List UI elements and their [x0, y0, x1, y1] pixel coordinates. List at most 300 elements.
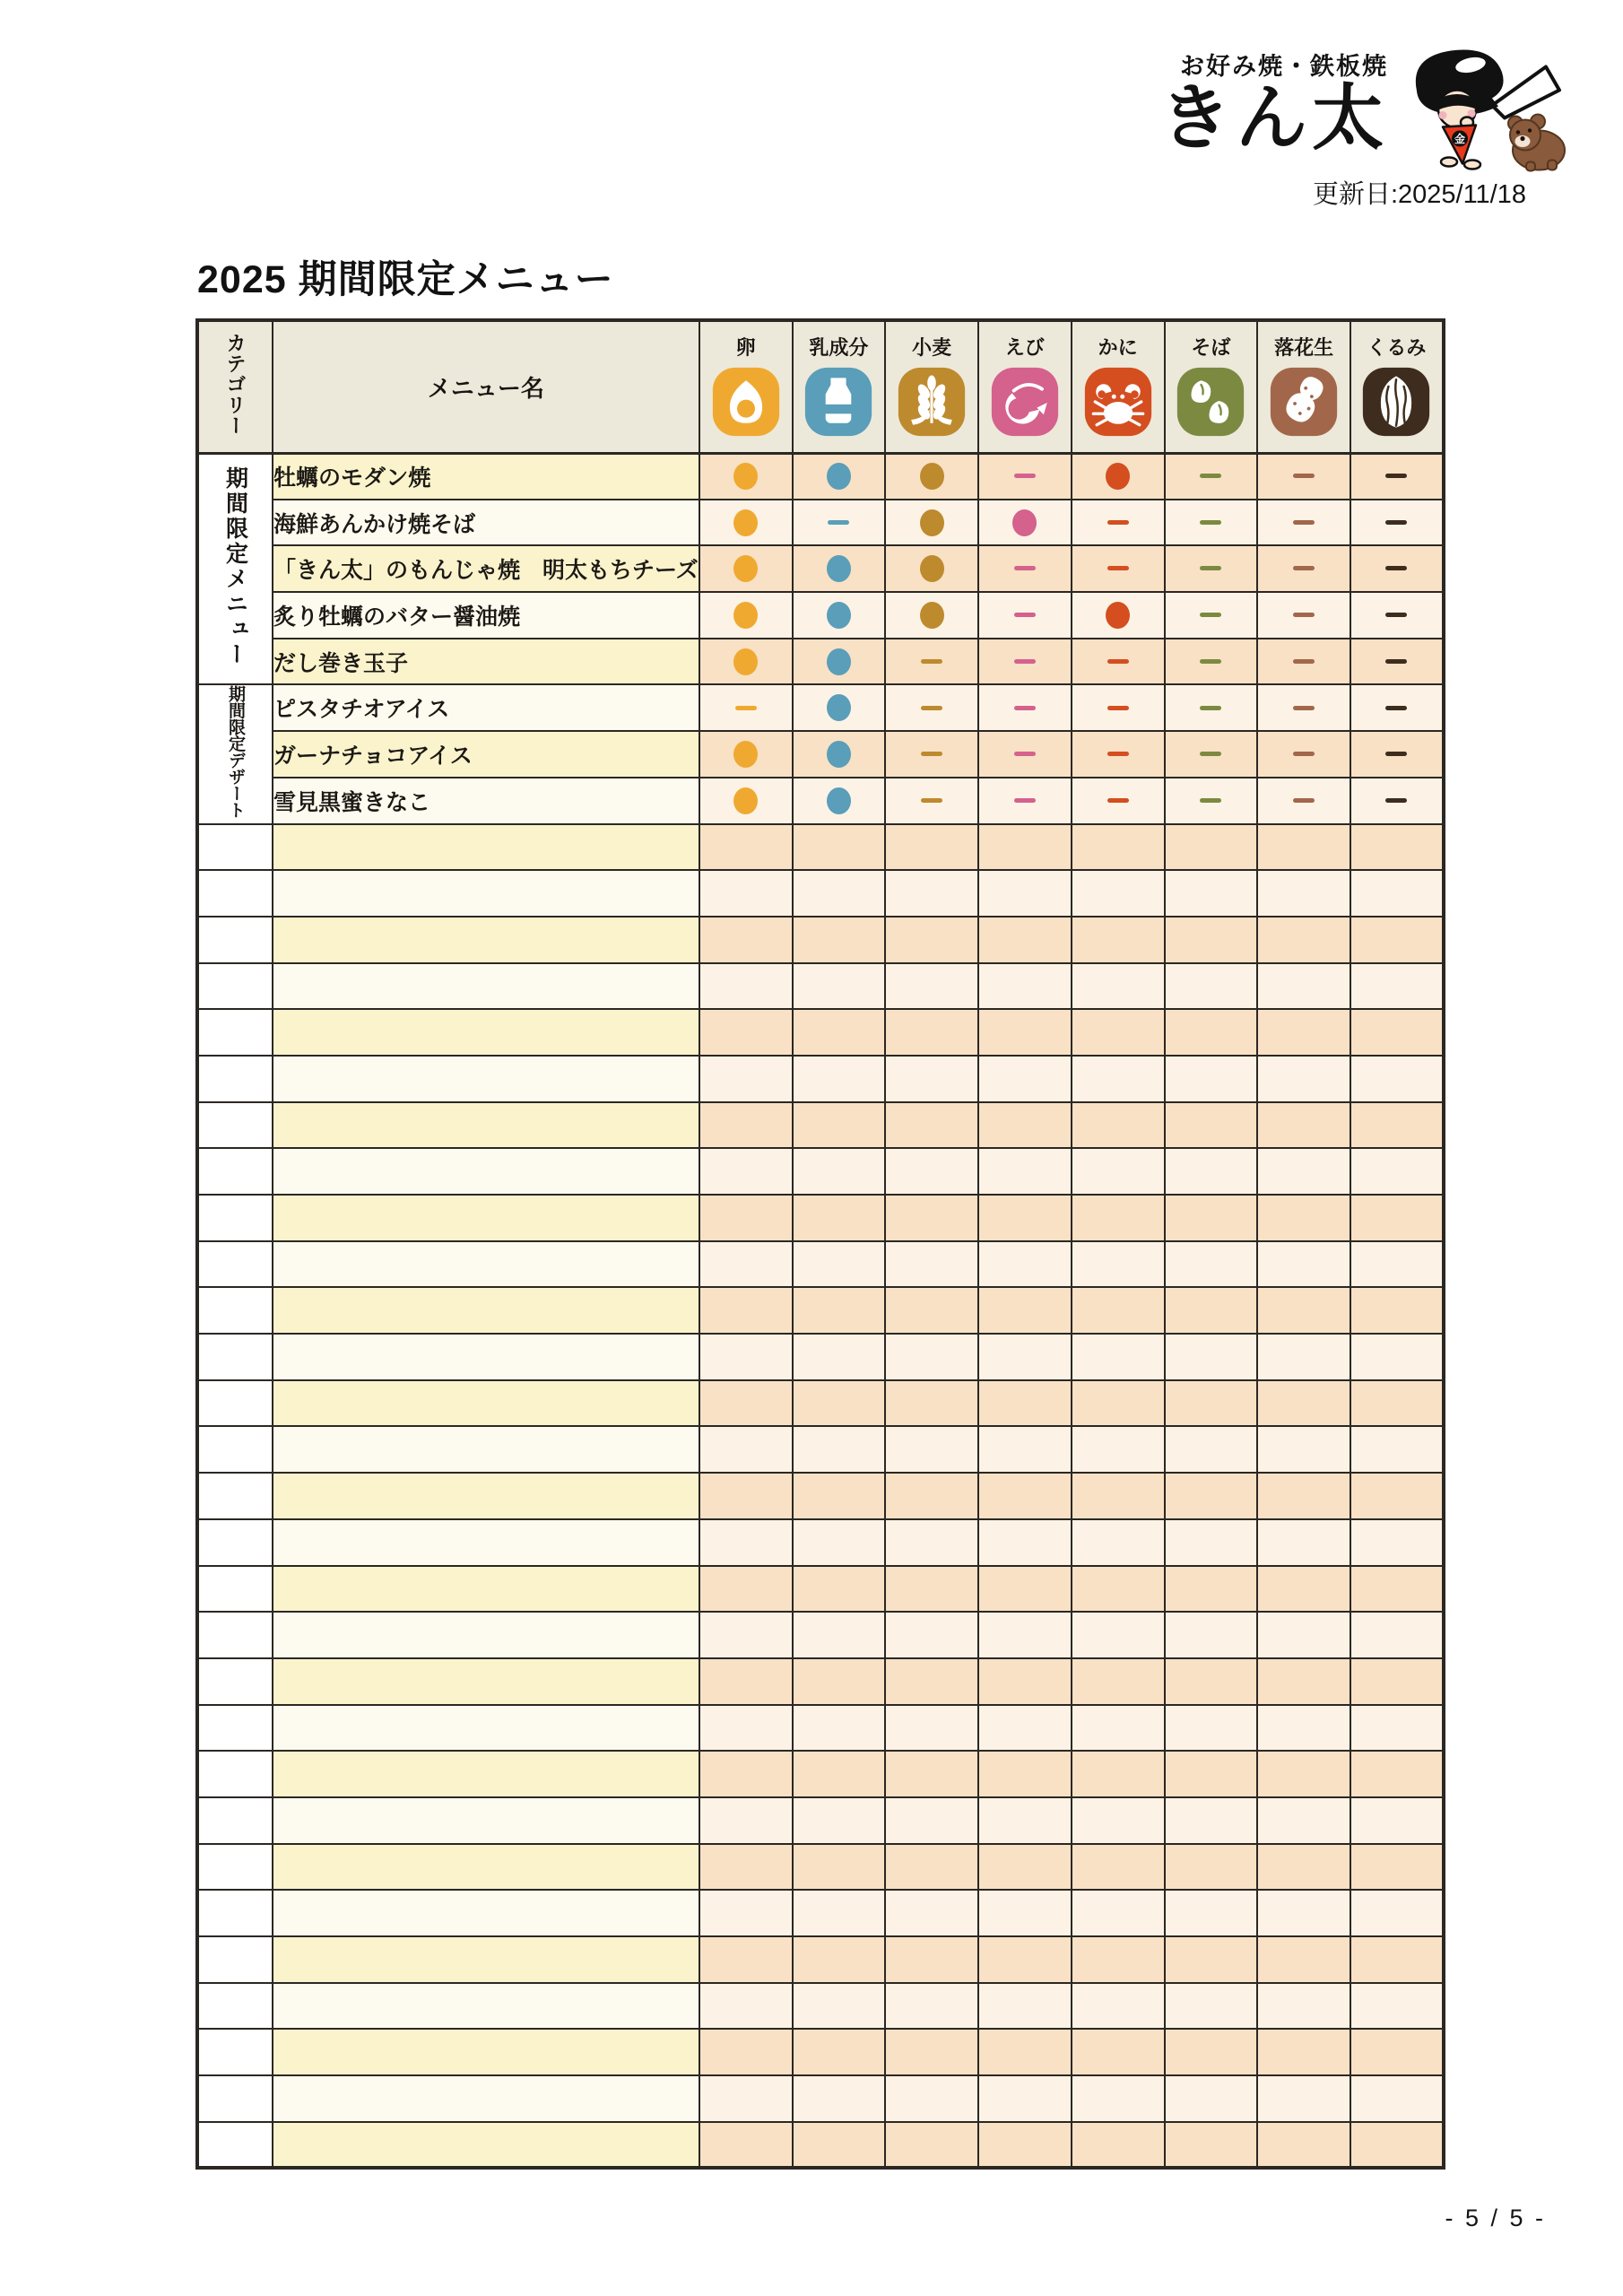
menu-name-cell-empty: [273, 1797, 699, 1844]
allergen-mark-cell: [1350, 592, 1444, 639]
allergen-mark-cell-empty: [1257, 2075, 1350, 2122]
allergen-mark-cell: [1072, 639, 1165, 685]
allergen-mark-cell: [885, 453, 978, 500]
menu-name-cell-empty: [273, 1426, 699, 1473]
allergen-mark-cell: [1072, 453, 1165, 500]
allergen-mark-cell-empty: [1072, 1009, 1165, 1056]
allergen-header-wheat: [885, 320, 978, 453]
menu-name-cell-empty: [273, 1195, 699, 1241]
allergen-dot: [920, 602, 944, 629]
allergen-mark-cell: [1257, 592, 1350, 639]
allergen-mark-cell-empty: [1072, 1705, 1165, 1752]
allergen-mark-cell-empty: [1072, 1797, 1165, 1844]
allergen-mark-cell-empty: [885, 1380, 978, 1427]
allergen-mark-cell: [793, 500, 886, 546]
allergen-mark-cell: [1165, 731, 1258, 778]
allergen-dash: [735, 706, 757, 710]
allergen-mark-cell-empty: [978, 963, 1072, 1010]
allergen-mark-cell-empty: [1257, 1983, 1350, 2030]
category-empty-cell: [197, 1658, 273, 1705]
allergen-mark-cell-empty: [793, 1009, 886, 1056]
empty-row: [197, 1566, 1444, 1613]
allergen-mark-cell-empty: [1165, 963, 1258, 1010]
allergen-mark-cell-empty: [793, 1473, 886, 1519]
allergen-mark-cell-empty: [793, 2029, 886, 2075]
empty-row: [197, 2075, 1444, 2122]
allergen-dash: [1200, 659, 1221, 664]
allergen-dash: [1293, 474, 1315, 478]
category-empty-cell: [197, 1241, 273, 1288]
allergen-mark-cell: [699, 731, 793, 778]
brand-logo: [1159, 41, 1571, 174]
allergen-mark-cell-empty: [1072, 2122, 1165, 2169]
allergen-mark-cell-empty: [978, 1241, 1072, 1288]
allergen-mark-cell-empty: [1257, 1334, 1350, 1380]
allergen-mark-cell-empty: [1165, 2075, 1258, 2122]
allergen-mark-cell-empty: [978, 870, 1072, 917]
allergen-mark-cell-empty: [699, 1890, 793, 1936]
menu-name-cell-empty: [273, 1148, 699, 1195]
allergen-mark-cell: [1257, 639, 1350, 685]
allergen-mark-cell-empty: [978, 824, 1072, 871]
allergen-mark-cell-empty: [1072, 870, 1165, 917]
category-empty-cell: [197, 1983, 273, 2030]
allergen-mark-cell-empty: [1257, 1426, 1350, 1473]
menu-name-cell: 海鮮あんかけ焼そば: [273, 500, 699, 546]
allergen-mark-cell-empty: [1072, 1890, 1165, 1936]
allergen-mark-cell-empty: [793, 1148, 886, 1195]
allergen-mark-cell-empty: [699, 1566, 793, 1613]
allergen-matrix: [195, 318, 1445, 2170]
allergen-mark-cell-empty: [1165, 1148, 1258, 1195]
allergen-mark-cell-empty: [1257, 1241, 1350, 1288]
allergen-mark-cell-empty: [1257, 1148, 1350, 1195]
allergen-mark-cell-empty: [885, 1009, 978, 1056]
wheat-icon: [896, 365, 968, 439]
allergen-mark-cell-empty: [1165, 1658, 1258, 1705]
allergen-mark-cell-empty: [885, 917, 978, 963]
allergen-mark-cell-empty: [793, 1797, 886, 1844]
allergen-dot: [733, 787, 758, 814]
allergen-mark-cell-empty: [885, 870, 978, 917]
allergen-mark-cell-empty: [699, 1426, 793, 1473]
allergen-dash: [1014, 706, 1036, 710]
allergen-mark-cell-empty: [793, 917, 886, 963]
allergen-mark-cell-empty: [978, 1102, 1072, 1149]
allergen-mark-cell-empty: [885, 1102, 978, 1149]
menu-name-cell-empty: [273, 1102, 699, 1149]
allergen-mark-cell-empty: [793, 1612, 886, 1658]
category-empty-cell: [197, 1705, 273, 1752]
allergen-mark-cell-empty: [1072, 1195, 1165, 1241]
allergen-mark-cell-empty: [978, 1380, 1072, 1427]
menu-name-cell-empty: [273, 917, 699, 963]
allergen-dash: [1014, 474, 1036, 478]
allergen-mark-cell-empty: [978, 1426, 1072, 1473]
allergen-label: 小麦: [912, 336, 952, 360]
allergen-mark-cell-empty: [978, 1473, 1072, 1519]
allergen-mark-cell-empty: [1165, 1612, 1258, 1658]
allergen-mark-cell: [793, 453, 886, 500]
allergen-mark-cell: [978, 592, 1072, 639]
category-empty-cell: [197, 1566, 273, 1613]
menu-name-cell: 「きん太」のもんじゃ焼 明太もちチーズ: [273, 545, 699, 592]
category-section-cell: [197, 453, 273, 684]
menu-name-cell-empty: [273, 1658, 699, 1705]
allergen-mark-cell-empty: [699, 1287, 793, 1334]
allergen-mark-cell-empty: [1257, 1751, 1350, 1797]
allergen-mark-cell-empty: [793, 1056, 886, 1102]
allergen-dash: [1107, 520, 1129, 525]
allergen-dash: [1200, 520, 1221, 525]
menu-name-cell-empty: [273, 1890, 699, 1936]
allergen-dash: [1385, 752, 1407, 756]
allergen-mark-cell-empty: [1257, 1473, 1350, 1519]
allergen-mark-cell-empty: [1257, 870, 1350, 917]
allergen-dash: [1014, 659, 1036, 664]
milk-icon: [803, 365, 874, 439]
menu-name-cell-empty: [273, 1566, 699, 1613]
allergen-mark-cell-empty: [1072, 1519, 1165, 1566]
allergen-mark-cell-empty: [1257, 1890, 1350, 1936]
allergen-mark-cell-empty: [1350, 1566, 1444, 1613]
allergen-mark-cell: [699, 684, 793, 731]
allergen-mark-cell: [885, 684, 978, 731]
empty-row: [197, 1519, 1444, 1566]
allergen-mark-cell-empty: [1350, 917, 1444, 963]
allergen-mark-cell-empty: [1165, 1566, 1258, 1613]
allergen-mark-cell-empty: [885, 2122, 978, 2169]
allergen-mark-cell-empty: [1072, 1380, 1165, 1427]
empty-row: [197, 1658, 1444, 1705]
allergen-dot: [827, 787, 851, 814]
menu-row: [197, 639, 1444, 685]
category-empty-cell: [197, 870, 273, 917]
empty-row: [197, 1148, 1444, 1195]
allergen-mark-cell-empty: [793, 1705, 886, 1752]
allergen-mark-cell-empty: [978, 1148, 1072, 1195]
menu-name-cell-empty: [273, 1519, 699, 1566]
allergen-mark-cell-empty: [793, 870, 886, 917]
allergen-mark-cell-empty: [978, 1009, 1072, 1056]
category-empty-cell: [197, 1102, 273, 1149]
allergen-mark-cell-empty: [1072, 963, 1165, 1010]
menu-name-cell-empty: [273, 1334, 699, 1380]
menu-name-cell: ガーナチョコアイス: [273, 731, 699, 778]
empty-row: [197, 1890, 1444, 1936]
allergen-mark-cell-empty: [885, 1519, 978, 1566]
allergen-mark-cell-empty: [1165, 1334, 1258, 1380]
menu-name-cell-empty: [273, 1983, 699, 2030]
allergen-header-peanut: [1257, 320, 1350, 453]
menu-name-cell-empty: [273, 1705, 699, 1752]
walnut-icon: [1360, 365, 1432, 439]
allergen-dash: [1200, 798, 1221, 803]
allergen-mark-cell-empty: [885, 1195, 978, 1241]
allergen-mark-cell: [1165, 545, 1258, 592]
menu-name-cell-empty: [273, 1241, 699, 1288]
allergen-mark-cell: [1350, 453, 1444, 500]
allergen-label: そば: [1191, 336, 1231, 360]
menu-name-cell-empty: [273, 2029, 699, 2075]
allergen-mark-cell-empty: [699, 1009, 793, 1056]
egg-icon: [710, 365, 782, 439]
allergen-mark-cell-empty: [1165, 1056, 1258, 1102]
allergen-dash: [1107, 798, 1129, 803]
allergen-dash: [1385, 613, 1407, 617]
allergen-mark-cell-empty: [699, 1195, 793, 1241]
allergen-dash: [1200, 752, 1221, 756]
allergen-mark-cell-empty: [1165, 870, 1258, 917]
allergen-mark-cell: [885, 639, 978, 685]
menu-row: [197, 500, 1444, 546]
allergen-mark-cell-empty: [885, 1334, 978, 1380]
allergen-dash: [1385, 520, 1407, 525]
menu-row: [197, 778, 1444, 824]
allergen-mark-cell-empty: [1257, 1844, 1350, 1891]
allergen-mark-cell-empty: [793, 1658, 886, 1705]
brand-text: [1159, 53, 1388, 158]
allergen-dot: [827, 694, 851, 721]
allergen-mark-cell-empty: [978, 1983, 1072, 2030]
allergen-mark-cell-empty: [1257, 1612, 1350, 1658]
allergen-mark-cell-empty: [1072, 1148, 1165, 1195]
allergen-mark-cell-empty: [699, 1658, 793, 1705]
allergen-mark-cell-empty: [1165, 824, 1258, 871]
allergen-mark-cell: [699, 639, 793, 685]
menu-row: [197, 684, 1444, 731]
allergen-mark-cell-empty: [793, 2075, 886, 2122]
allergen-mark-cell-empty: [699, 1844, 793, 1891]
menu-name-cell-empty: [273, 870, 699, 917]
category-empty-cell: [197, 1612, 273, 1658]
menu-name-cell-empty: [273, 1380, 699, 1427]
allergen-mark-cell-empty: [1072, 917, 1165, 963]
allergen-mark-cell-empty: [1072, 1751, 1165, 1797]
allergen-dash: [1293, 566, 1315, 570]
category-empty-cell: [197, 2029, 273, 2075]
allergen-mark-cell-empty: [1257, 1797, 1350, 1844]
allergen-mark-cell-empty: [1350, 2122, 1444, 2169]
allergen-mark-cell: [978, 500, 1072, 546]
allergen-label: 落花生: [1274, 336, 1334, 360]
menu-name-cell-empty: [273, 1473, 699, 1519]
allergen-mark-cell-empty: [1257, 1195, 1350, 1241]
allergen-mark-cell: [885, 545, 978, 592]
allergen-mark-cell-empty: [1165, 1705, 1258, 1752]
allergen-mark-cell: [978, 453, 1072, 500]
allergen-mark-cell-empty: [978, 1334, 1072, 1380]
allergen-dash: [1107, 752, 1129, 756]
allergen-mark-cell-empty: [1072, 824, 1165, 871]
empty-row: [197, 1936, 1444, 1983]
allergen-dot: [920, 509, 944, 536]
allergen-mark-cell: [699, 778, 793, 824]
allergen-mark-cell-empty: [885, 1287, 978, 1334]
updated-date: 更新日:2025/11/18: [1312, 180, 1526, 209]
allergen-mark-cell: [1072, 592, 1165, 639]
allergen-mark-cell-empty: [885, 2029, 978, 2075]
allergen-mark-cell: [1257, 545, 1350, 592]
category-empty-cell: [197, 1009, 273, 1056]
allergen-header-walnut: [1350, 320, 1444, 453]
allergen-dot: [1106, 463, 1130, 490]
allergen-mark-cell-empty: [1350, 1473, 1444, 1519]
allergen-mark-cell-empty: [1257, 2122, 1350, 2169]
empty-row: [197, 2029, 1444, 2075]
allergen-mark-cell-empty: [978, 1056, 1072, 1102]
allergen-label: くるみ: [1367, 336, 1427, 360]
allergen-mark-cell-empty: [978, 1751, 1072, 1797]
empty-row: [197, 1056, 1444, 1102]
allergen-mark-cell-empty: [793, 963, 886, 1010]
table-header-row: [197, 320, 1444, 453]
menu-name-cell-empty: [273, 2075, 699, 2122]
allergen-mark-cell-empty: [978, 1705, 1072, 1752]
allergen-mark-cell: [1165, 592, 1258, 639]
category-empty-cell: [197, 1890, 273, 1936]
allergen-mark-cell-empty: [1165, 1751, 1258, 1797]
empty-row: [197, 1102, 1444, 1149]
allergen-mark-cell-empty: [699, 1519, 793, 1566]
allergen-mark-cell-empty: [1350, 1195, 1444, 1241]
allergen-mark-cell: [1257, 453, 1350, 500]
category-empty-cell: [197, 1287, 273, 1334]
category-empty-cell: [197, 1936, 273, 1983]
allergen-mark-cell-empty: [1350, 870, 1444, 917]
soba-icon: [1175, 365, 1246, 439]
allergen-label: かに: [1098, 336, 1138, 360]
allergen-mark-cell-empty: [885, 2075, 978, 2122]
empty-row: [197, 1983, 1444, 2030]
allergen-dash: [1385, 659, 1407, 664]
allergen-mark-cell: [885, 778, 978, 824]
allergen-mark-cell-empty: [699, 824, 793, 871]
empty-row: [197, 2122, 1444, 2169]
allergen-mark-cell-empty: [1350, 1102, 1444, 1149]
allergen-header-soba: [1165, 320, 1258, 453]
allergen-mark-cell: [699, 545, 793, 592]
allergen-mark-cell-empty: [1072, 1334, 1165, 1380]
allergen-mark-cell-empty: [1165, 1983, 1258, 2030]
allergen-mark-cell-empty: [1350, 1009, 1444, 1056]
empty-row: [197, 1009, 1444, 1056]
category-empty-cell: [197, 963, 273, 1010]
allergen-dot: [1106, 602, 1130, 629]
allergen-mark-cell-empty: [793, 1983, 886, 2030]
allergen-mark-cell-empty: [793, 1566, 886, 1613]
allergen-mark-cell-empty: [793, 1195, 886, 1241]
allergen-mark-cell: [1165, 639, 1258, 685]
category-section-cell: [197, 684, 273, 823]
allergen-mark-cell: [1350, 684, 1444, 731]
allergen-dash: [1385, 706, 1407, 710]
allergen-mark-cell-empty: [699, 1983, 793, 2030]
category-section-label: 期間限定メニュー: [222, 465, 248, 667]
allergen-mark-cell-empty: [978, 917, 1072, 963]
allergen-mark-cell: [1165, 500, 1258, 546]
allergen-dot: [733, 509, 758, 536]
allergen-mark-cell-empty: [885, 1751, 978, 1797]
allergen-mark-cell-empty: [885, 1056, 978, 1102]
allergen-dash: [1293, 613, 1315, 617]
allergen-mark-cell-empty: [978, 1936, 1072, 1983]
allergen-dash: [1107, 566, 1129, 570]
allergen-mark-cell: [978, 731, 1072, 778]
allergen-dash: [1293, 520, 1315, 525]
allergen-mark-cell-empty: [699, 1797, 793, 1844]
allergen-mark-cell-empty: [885, 1148, 978, 1195]
allergen-mark-cell-empty: [1072, 1844, 1165, 1891]
empty-row: [197, 1426, 1444, 1473]
allergen-mark-cell-empty: [1165, 1009, 1258, 1056]
allergen-mark-cell-empty: [793, 1380, 886, 1427]
shrimp-icon: [989, 365, 1061, 439]
allergen-mark-cell: [699, 592, 793, 639]
allergen-mark-cell-empty: [978, 1890, 1072, 1936]
allergen-mark-cell-empty: [1350, 1983, 1444, 2030]
allergen-dot: [1012, 509, 1037, 536]
category-empty-cell: [197, 1797, 273, 1844]
allergen-mark-cell-empty: [699, 870, 793, 917]
allergen-mark-cell: [885, 731, 978, 778]
allergen-mark-cell-empty: [1257, 2029, 1350, 2075]
menu-name-column-header: メニュー名: [273, 320, 699, 453]
allergen-dash: [1385, 566, 1407, 570]
allergen-mark-cell-empty: [1350, 1287, 1444, 1334]
allergen-header-shrimp: [978, 320, 1072, 453]
allergen-header-egg: [699, 320, 793, 453]
allergen-mark-cell: [1072, 731, 1165, 778]
allergen-mark-cell-empty: [1257, 1936, 1350, 1983]
allergen-mark-cell-empty: [978, 1797, 1072, 1844]
menu-row: [197, 545, 1444, 592]
allergen-mark-cell-empty: [1072, 1102, 1165, 1149]
allergen-mark-cell-empty: [978, 1195, 1072, 1241]
crab-icon: [1082, 365, 1154, 439]
allergen-dash: [1014, 752, 1036, 756]
empty-row: [197, 1705, 1444, 1752]
allergen-mark-cell-empty: [1350, 1148, 1444, 1195]
allergen-label: 乳成分: [809, 336, 869, 360]
allergen-mark-cell-empty: [885, 824, 978, 871]
allergen-mark-cell-empty: [1350, 1751, 1444, 1797]
allergen-dash: [1200, 613, 1221, 617]
allergen-mark-cell: [1072, 545, 1165, 592]
allergen-mark-cell-empty: [978, 2075, 1072, 2122]
allergen-dash: [1107, 659, 1129, 664]
category-header-label: カテゴリー: [224, 333, 247, 437]
allergen-mark-cell-empty: [1165, 1844, 1258, 1891]
allergen-mark-cell-empty: [885, 963, 978, 1010]
allergen-dot: [733, 555, 758, 582]
allergen-mark-cell-empty: [1350, 1936, 1444, 1983]
allergen-mark-cell-empty: [1257, 1519, 1350, 1566]
allergen-mark-cell-empty: [1257, 917, 1350, 963]
allergen-mark-cell-empty: [978, 1658, 1072, 1705]
allergen-dash: [921, 706, 942, 710]
brand-tagline: お好み焼・鉄板焼: [1180, 53, 1388, 80]
allergen-mark-cell-empty: [699, 1936, 793, 1983]
allergen-mark-cell-empty: [885, 1705, 978, 1752]
allergen-dash: [1014, 566, 1036, 570]
allergen-mark-cell-empty: [885, 1612, 978, 1658]
allergen-mark-cell-empty: [793, 1334, 886, 1380]
allergen-mark-cell-empty: [1072, 1566, 1165, 1613]
allergen-mark-cell-empty: [885, 1241, 978, 1288]
peanut-icon: [1268, 365, 1340, 439]
allergen-mark-cell: [699, 500, 793, 546]
